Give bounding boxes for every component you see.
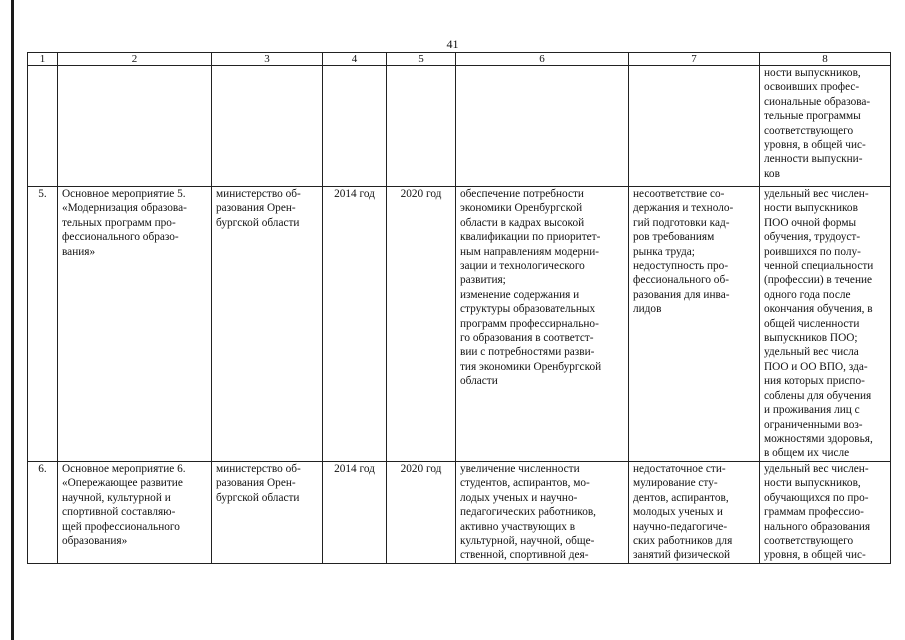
text-line: обеспечение потребности	[460, 188, 584, 200]
text-line: министерство об-	[216, 188, 301, 200]
column-header: 7	[629, 53, 760, 66]
text-line: вания»	[62, 245, 96, 258]
text-line: сиональные образова-	[764, 95, 871, 108]
text-line: тельных программ про-	[62, 216, 176, 229]
text-line: уровня, в общей чис-	[764, 139, 866, 152]
text-line: области	[460, 375, 498, 388]
text-line: удельный вес числа	[764, 346, 859, 359]
text-line: изменение содержания и	[460, 288, 580, 301]
activity-name-cell	[58, 66, 212, 187]
text-line: выпускников ПОО;	[764, 332, 858, 345]
text-line: вии с потребностями разви-	[460, 346, 595, 359]
start-year-cell: 2014 год	[323, 187, 387, 462]
text-line: увеличение численности	[460, 463, 580, 475]
text-line: области в кадрах высокой	[460, 216, 585, 229]
text-line: го образования в соответст-	[460, 332, 594, 345]
text-line: общей численности	[764, 317, 860, 330]
text-line: программ профессирнально-	[460, 317, 599, 330]
text-line: бургской области	[216, 216, 300, 229]
column-header: 8	[760, 53, 891, 66]
row-number-cell	[28, 66, 58, 187]
text-line: мулирование сту-	[633, 477, 718, 490]
text-line: научной, культурной и	[62, 491, 171, 504]
text-line: соблены для обучения	[764, 389, 872, 402]
consequence-cell	[629, 66, 760, 187]
expected-result-cell	[456, 187, 629, 462]
text-line: фессионального образо-	[62, 231, 179, 244]
end-year-cell: 2020 год	[387, 187, 456, 462]
text-line: ности выпускников,	[764, 67, 861, 79]
row-number-cell: 6.	[28, 462, 58, 564]
text-line: соответствующего	[764, 535, 854, 548]
text-line: разования Орен-	[216, 202, 296, 215]
text-line: образования»	[62, 535, 128, 548]
text-line: нального образования	[764, 520, 871, 533]
text-line: структуры образовательных	[460, 303, 596, 316]
text-line: Основное мероприятие 5.	[62, 188, 186, 200]
program-table	[27, 52, 891, 564]
column-header: 5	[387, 53, 456, 66]
executor-cell	[212, 462, 323, 564]
text-line: ственной, спортивной дея-	[460, 549, 589, 562]
text-line: занятий физической	[633, 549, 731, 562]
table-row	[28, 66, 891, 187]
consequence-cell	[629, 462, 760, 564]
column-number-row	[28, 53, 891, 66]
text-line: бургской области	[216, 491, 300, 504]
indicator-cell	[760, 187, 891, 462]
text-line: культурной, научной, обще-	[460, 535, 595, 548]
text-line: зации и технологического	[460, 260, 585, 273]
text-line: ских работников для	[633, 535, 733, 548]
text-line: экономики Оренбургской	[460, 202, 583, 215]
text-line: педагогических работников,	[460, 506, 597, 519]
row-number-cell: 5.	[28, 187, 58, 462]
end-year-cell	[387, 66, 456, 187]
text-line: фессионального об-	[633, 274, 729, 287]
text-line: в общем их числе	[764, 447, 850, 460]
consequence-cell	[629, 187, 760, 462]
text-line: студентов, аспирантов, мо-	[460, 477, 590, 490]
text-line: министерство об-	[216, 463, 301, 475]
text-line: роившихся по полу-	[764, 245, 861, 258]
text-line: ограниченными воз-	[764, 418, 863, 431]
text-line: гий подготовки кад-	[633, 216, 730, 229]
text-line: обучающихся по про-	[764, 491, 869, 504]
text-line: соответствующего	[764, 124, 854, 137]
executor-cell	[212, 187, 323, 462]
column-header: 3	[212, 53, 323, 66]
column-header: 1	[28, 53, 58, 66]
text-line: окончания обучения, в	[764, 303, 873, 316]
text-line: можностями здоровья,	[764, 432, 873, 445]
text-line: уровня, в общей чис-	[764, 549, 866, 562]
text-line: лидов	[633, 303, 662, 316]
column-header: 4	[323, 53, 387, 66]
text-line: несоответствие со-	[633, 188, 725, 200]
indicator-cell	[760, 66, 891, 187]
text-line: (профессии) в течение	[764, 274, 873, 287]
text-line: дентов, аспирантов,	[633, 491, 729, 504]
text-line: ности выпускников,	[764, 477, 861, 490]
text-line: рынка труда;	[633, 245, 695, 258]
text-line: ченной специальности	[764, 260, 874, 273]
text-line: граммам профессио-	[764, 506, 864, 519]
text-line: молодых ученых и	[633, 506, 723, 519]
text-line: «Опережающее развитие	[62, 477, 183, 490]
text-line: ния которых приспо-	[764, 375, 865, 388]
activity-name-cell	[58, 187, 212, 462]
table-row	[28, 187, 891, 462]
text-line: квалификации по приоритет-	[460, 231, 601, 244]
text-line: «Модернизация образова-	[62, 202, 187, 215]
start-year-cell: 2014 год	[323, 462, 387, 564]
text-line: ров требованиям	[633, 231, 715, 244]
table-row	[28, 462, 891, 564]
column-header: 2	[58, 53, 212, 66]
text-line: разования Орен-	[216, 477, 296, 490]
activity-name-cell	[58, 462, 212, 564]
text-line: ков	[764, 167, 780, 180]
text-line: тельные программы	[764, 110, 861, 123]
text-line: обучения, трудоуст-	[764, 231, 861, 244]
text-line: спортивной составляю-	[62, 506, 176, 519]
text-line: недостаточное сти-	[633, 463, 726, 475]
text-line: и проживания лиц с	[764, 404, 860, 417]
expected-result-cell	[456, 462, 629, 564]
text-line: освоивших профес-	[764, 81, 860, 94]
text-line: лодых ученых и научно-	[460, 491, 578, 504]
start-year-cell	[323, 66, 387, 187]
executor-cell	[212, 66, 323, 187]
text-line: держания и техноло-	[633, 202, 734, 215]
text-line: научно-педагогиче-	[633, 520, 728, 533]
text-line: ПОО и ОО ВПО, зда-	[764, 360, 868, 373]
text-line: Основное мероприятие 6.	[62, 463, 186, 475]
indicator-cell	[760, 462, 891, 564]
text-line: щей профессионального	[62, 520, 180, 533]
text-line: удельный вес числен-	[764, 463, 869, 475]
text-line: развития;	[460, 274, 506, 287]
text-line: ленности выпускни-	[764, 153, 863, 166]
binding-edge-line	[11, 0, 14, 640]
column-header: 6	[456, 53, 629, 66]
text-line: удельный вес числен-	[764, 188, 869, 200]
text-line: тия экономики Оренбургской	[460, 360, 602, 373]
text-line: ПОО очной формы	[764, 216, 857, 229]
text-line: ности выпускников	[764, 202, 858, 215]
text-line: разования для инва-	[633, 288, 730, 301]
text-line: недоступность про-	[633, 260, 729, 273]
text-line: активно участвующих в	[460, 520, 576, 533]
page-number: 41	[446, 37, 459, 51]
text-line: одного года после	[764, 288, 851, 301]
text-line: ным направлениям модерни-	[460, 245, 600, 258]
end-year-cell: 2020 год	[387, 462, 456, 564]
expected-result-cell	[456, 66, 629, 187]
